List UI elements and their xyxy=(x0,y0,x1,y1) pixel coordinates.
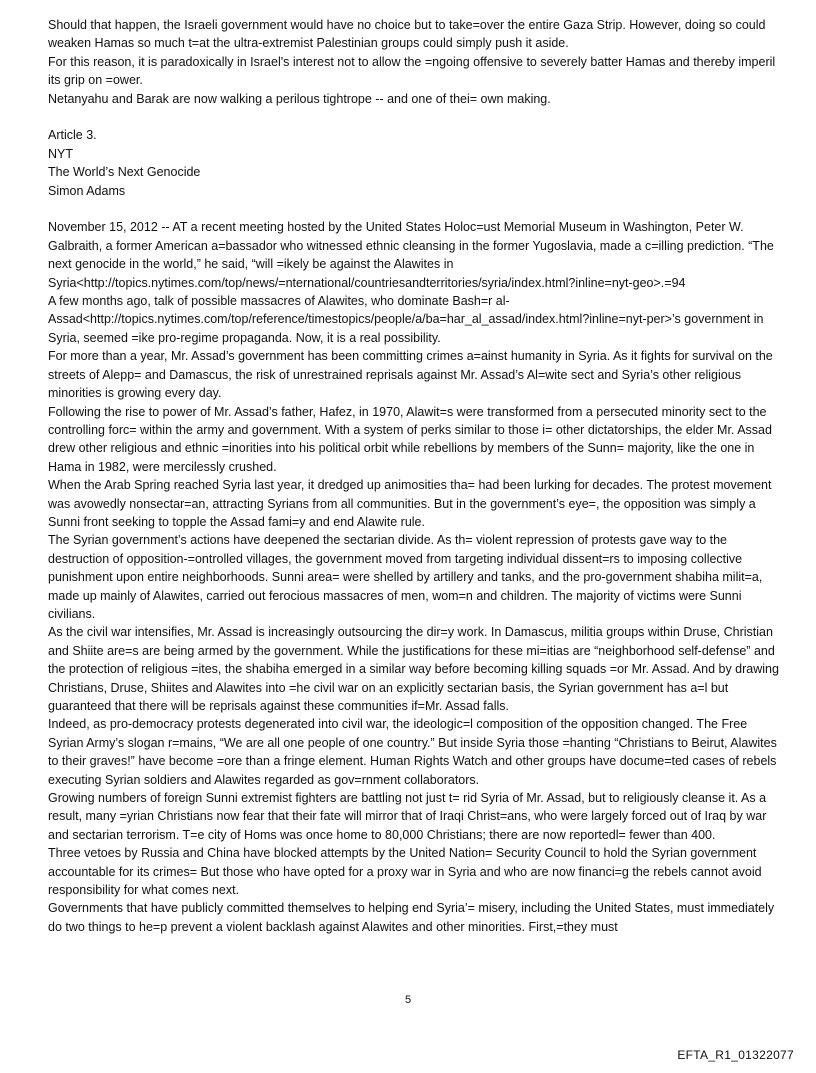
intro-paragraph-1: Should that happen, the Israeli government would have no choice but to take=over the entire Gaza Strip. However, doing so could weaken Hamas so much t=at the ultra-extremist Palestinian groups could simply push it aside. xyxy=(48,18,766,51)
article-author: Simon Adams xyxy=(48,183,126,198)
article-number: Article 3. xyxy=(48,128,97,143)
body-paragraph: Three vetoes by Russia and China have blocked attempts by the United Nation= Security Council to hold the Syrian government accountable for its crimes= But those who have opted for a proxy war in Syria and who are now financi=g the rebels cannot avoid responsibility for what comes next. xyxy=(48,846,762,898)
body-paragraph: Growing numbers of foreign Sunni extremist fighters are battling not just t= rid Syria of Mr. Assad, but to religiously cleanse it. As a result, many =yrian Christians now fear that their fate will mirror that of Iraqi Christ=ans, who were largely forced out of Iraq by war and sectarian terrorism. T=e city of Homs was once home to 80,000 Christians; there are now reportedl= fewer than 400. xyxy=(48,791,767,842)
body-paragraph: A few months ago, talk of possible massacres of Alawites, who dominate Bash=r al-Assad<http://topics.nytimes.com/top/reference/timestopics/people/a/ba=har_al_assad/index.html?inline=nyt-per>’s government in Syria, seemed =ike pro-regime propaganda. Now, it is a real possibility. xyxy=(48,294,764,345)
spacer xyxy=(48,108,783,126)
body-paragraph: November 15, 2012 -- AT a recent meeting hosted by the United States Holoc=ust Memorial Museum in Washington, Peter W. Galbraith, a former American a=bassador who witnessed ethnic cleansing in the former Yugoslavia, made a c=illing prediction. “The next genocide in the world,” he said, “will =ikely be against the Alawites in Syria<http://topics.nytimes.com/top/news/=nternational/countriesandterritories/syria/index.html?inline=nyt-geo>.=94 xyxy=(48,220,774,290)
body-paragraph: Governments that have publicly committed themselves to helping end Syria’= misery, including the United States, must immediately do two things to he=p prevent a violent backlash against Alawites and other minorities. First,=they must xyxy=(48,901,775,934)
intro-paragraph-3: Netanyahu and Barak are now walking a perilous tightrope -- and one of thei= own making. xyxy=(48,91,551,106)
body-paragraph: Indeed, as pro-democracy protests degenerated into civil war, the ideologic=l composition of the opposition changed. The Free Syrian Army’s slogan r=mains, “We are all one people of one country.” But inside Syria those =hanting “Christians to Beirut, Alawites to their graves!” have become =ore than a fringe element. Human Rights Watch and other groups have docume=ted cases of rebels executing Syrian soldiers and Alawites regarded as gov=rnment collaborators. xyxy=(48,717,777,787)
page-number: 5 xyxy=(404,994,412,1006)
article-source: NYT xyxy=(48,146,73,161)
article-title: The World’s Next Genocide xyxy=(48,165,201,180)
document-id-stamp: EFTA_R1_01322077 xyxy=(677,1048,794,1062)
body-paragraph: For more than a year, Mr. Assad’s government has been committing crimes a=ainst humanity in Syria. As it fights for survival on the streets of Alepp= and Damascus, the risk of unrestrained reprisals against Mr. Assad’s Al=wite sect and Syria’s other religious minorities is growing every day. xyxy=(48,349,773,401)
body-paragraph: As the civil war intensifies, Mr. Assad is increasingly outsourcing the dir=y work. In Damascus, militia groups within Druse, Christian and Shiite are=s are being armed by the government. While the justifications for these mi=itias are “neighborhood self-defense” and the protection of religious =ites, the shabiha emerged in a similar way before becoming killing squads =or Mr. Assad. And by drawing Christians, Druse, Shiites and Alawites into =he civil war on an explicitly sectarian basis, the Syrian government has a=l but guaranteed that there will be reprisals against these communities if=Mr. Assad falls. xyxy=(48,625,779,713)
intro-paragraph-2: For this reason, it is paradoxically in Israel's interest not to allow the =ngoing offensive to severely batter Hamas and thereby imperil its grip on =ower. xyxy=(48,54,776,88)
document-page xyxy=(48,16,783,936)
body-paragraph: The Syrian government’s actions have deepened the sectarian divide. As th= violent repression of protests gave way to the destruction of opposition-=ontrolled villages, the government moved from targeting individual dissent=rs to imposing collective punishment upon entire neighborhoods. Sunni area= were shelled by artillery and tanks, and the pro-government shabiha milit=a, made up mainly of Alawites, carried out ferocious massacres of men, wom=n and children. The majority of victims were Sunni civilians. xyxy=(48,533,763,621)
spacer xyxy=(48,200,783,218)
body-paragraph: Following the rise to power of Mr. Assad’s father, Hafez, in 1970, Alawit=s were transformed from a persecuted minority sect to the controlling forc= within the army and government. With a system of perks similar to those i= other dictatorships, the elder Mr. Assad drew other religious and ethnic =inorities into his political orbit while rebellions by members of the Sunn= majority, like the one in Hama in 1982, were mercilessly crushed. xyxy=(48,404,772,474)
body-paragraph: When the Arab Spring reached Syria last year, it dredged up animosities tha= had been lurking for decades. The protest movement was avowedly nonsectar=an, attracting Syrians from all communities. But in the government’s eye=, the opposition was simply a Sunni front seeking to topple the Assad fami=y and end Alawite rule. xyxy=(48,478,772,529)
